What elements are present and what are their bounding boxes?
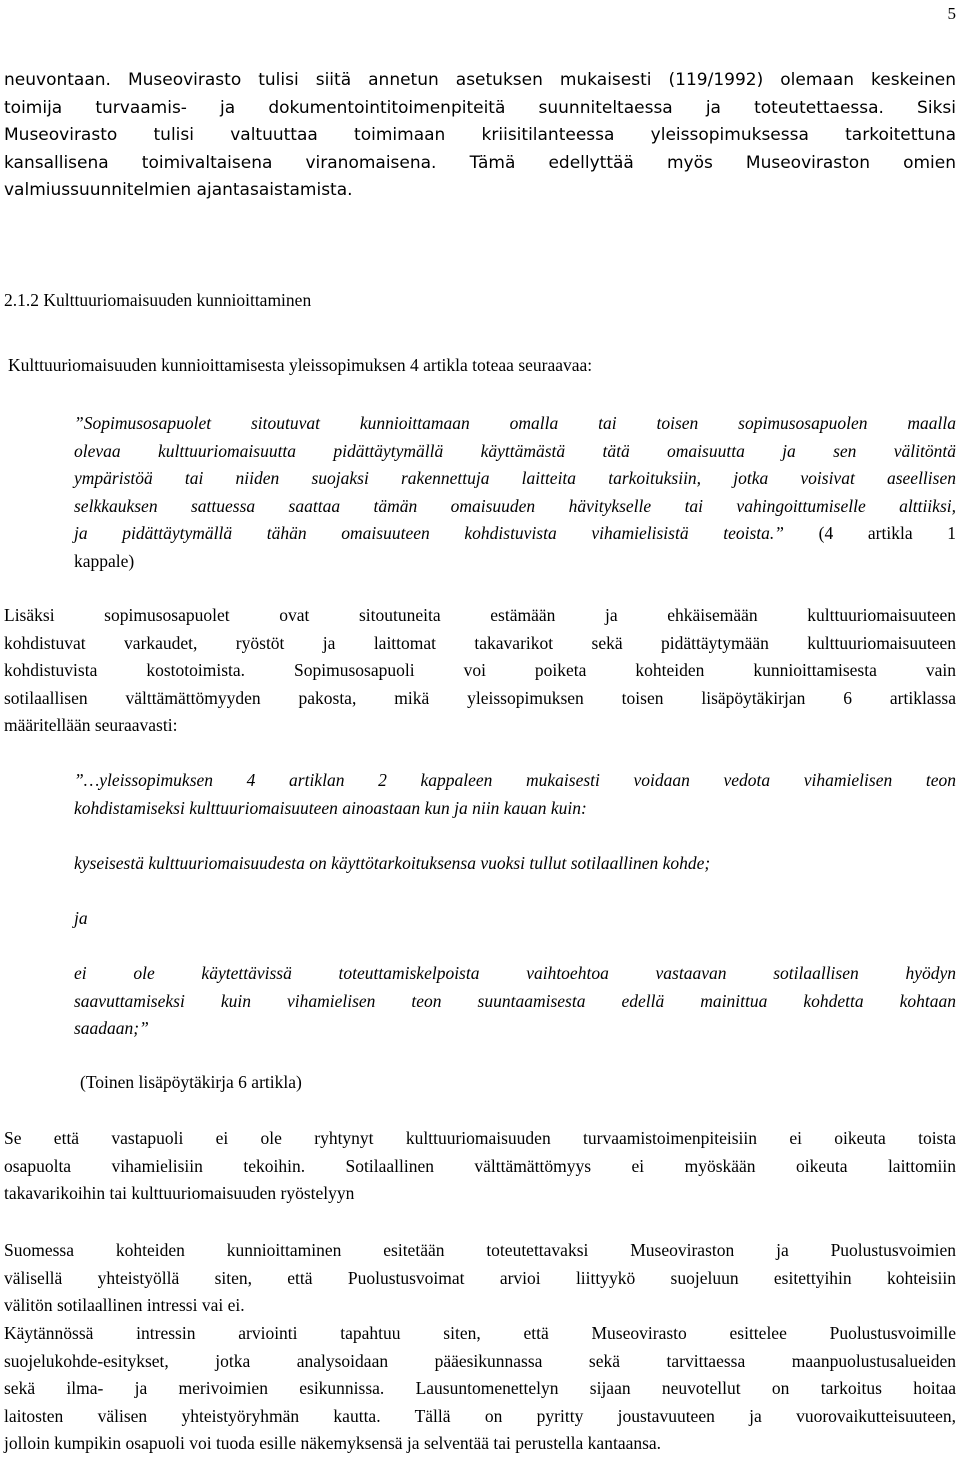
quote-conjunction [74,905,956,933]
quote-line: ympäristöä tai niiden suojaksi rakennettuja laitteita tarkoituksiin, jotka voisivat aseellisen [74,468,956,488]
quote-item-b [74,960,956,1043]
quote-source [80,1069,680,1097]
text-line: takavarikoihin tai kulttuuriomaisuuden ryöstelyyn [4,1183,355,1203]
text-line: laitosten välisen yhteistyöryhmän kautta. Tällä on pyritty joustavuuteen ja vuorovaikutteisuuteen, [4,1405,956,1426]
text-line: neuvontaan. Museovirasto tulisi siitä annetun asetuksen mukaisesti (119/1992) olemaan keskeinen [4,70,956,90]
text-line: toimija turvaamis- ja dokumentointitoimenpiteitä suunniteltaessa ja toteutettaessa. Siksi [4,97,956,118]
paragraph [4,1237,956,1320]
text-line: Se että vastapuoli ei ole ryhtynyt kulttuuriomaisuuden turvaamistoimenpiteisiin ei oikeuta toista [4,1128,956,1148]
quote-line: kyseisestä kulttuuriomaisuudesta on käyttötarkoituksensa vuoksi tullut sotilaallinen kohde; [74,853,711,873]
citation: (Toinen lisäpöytäkirja 6 artikla) [80,1072,302,1092]
text-line: Lisäksi sopimusosapuolet ovat sitoutuneita estämään ja ehkäisemään kulttuuriomaisuuteen [4,605,956,625]
text-line: välitön sotilaallinen intressi vai ei. [4,1295,245,1315]
text-line: kansallisena toimivaltaisena viranomaisena. Tämä edellyttää myös Museoviraston omien [4,152,956,173]
quote-line: selkkauksen sattuessa saattaa tämän omaisuuden hävitykselle tai vahingoittumiselle alttiiksi, [74,495,956,516]
text-line: kohdistuvista kostotoimista. Sopimusosapuoli voi poiketa kohteiden kunnioittamisesta vain [4,660,956,680]
text-line: suojelukohde-esitykset, jotka analysoidaan pääesikunnassa sekä tarvittaessa maanpuolustusalueiden [4,1350,956,1371]
text-line: välisellä yhteistyöllä siten, että Puolustusvoimat arvioi liittyykö suojeluun esitettyihin kohteisiin [4,1267,956,1288]
text-line: määritellään seuraavasti: [4,715,178,735]
text-line: Suomessa kohteiden kunnioittaminen esitetään toteutettavaksi Museoviraston ja Puolustusvoimien [4,1240,956,1260]
text-line: kohdistuvat varkaudet, ryöstöt ja laittomat takavarikot sekä pidättäytymään kulttuuriomaisuuteen [4,632,956,653]
quote-line: ”…yleissopimuksen 4 artiklan 2 kappaleen mukaisesti voidaan vedota vihamielisen teon [74,770,956,790]
block-quote-protocol [74,767,956,822]
text-line: sotilaallisen välttämättömyyden pakosta, mikä yleissopimuksen toisen lisäpöytäkirjan 6 artiklassa [4,687,956,708]
quote-line: saavuttamiseksi kuin vihamielisen teon suuntaamisesta edellä mainittua kohdetta kohtaan [74,990,956,1011]
citation: (4 artikla 1 [784,523,956,543]
text-line: valmiussuunnitelmien ajantasaistamista. [4,180,353,200]
quote-line: ei ole käytettävissä toteuttamiskelpoista vaihtoehtoa vastaavan sotilaallisen hyödyn [74,963,956,983]
lead-paragraph [8,352,956,380]
text-line: sekä ilma- ja merivoimien esikunnissa. Lausuntomenettelyn sijaan neuvotellut on tarkoitus hoitaa [4,1378,956,1398]
quote-line: kohdistamiseksi kulttuuriomaisuuteen ainoastaan kun ja niin kauan kuin: [74,797,587,818]
text-line: osapuolta vihamielisiin tekoihin. Sotilaallinen välttämättömyys ei myöskään oikeuta laittomiin [4,1155,956,1176]
text-line: Käytännössä intressin arviointi tapahtuu siten, että Museovirasto esittelee Puolustusvoimille [4,1323,956,1343]
paragraph [4,1125,956,1208]
paragraph [4,1320,956,1458]
citation: kappale) [74,550,135,571]
quote-item-a [74,850,956,878]
text-line: Kulttuuriomaisuuden kunnioittamisesta yleissopimuksen 4 artikla toteaa seuraavaa: [8,355,593,375]
text-line: Museovirasto tulisi valtuuttaa toimimaan kriisitilanteessa yleissopimuksessa tarkoitettuna [4,125,956,145]
quote-line: ja [74,908,88,928]
quote-line: saadaan;” [74,1018,149,1038]
text-line: jolloin kumpikin osapuoli voi tuoda esille näkemyksensä ja selventää tai perustella kantaansa. [4,1433,662,1453]
paragraph [4,602,956,740]
block-quote-article-4 [74,410,956,575]
quote-line: olevaa kulttuuriomaisuutta pidättäytymällä käyttämästä tätä omaisuutta ja sen välitöntä [74,440,956,461]
section-heading: 2.1.2 Kulttuuriomaisuuden kunnioittaminen [4,290,312,310]
quote-text: ja pidättäytymällä tähän omaisuuteen kohdistuvista vihamielisistä teoista.” [74,523,785,543]
intro-paragraph [4,67,956,205]
quote-line: ”Sopimusosapuolet sitoutuvat kunnioittamaan omalla tai toisen sopimusosapuolen maalla [74,413,956,433]
quote-line [74,520,956,548]
page-number: 5 [947,4,956,23]
